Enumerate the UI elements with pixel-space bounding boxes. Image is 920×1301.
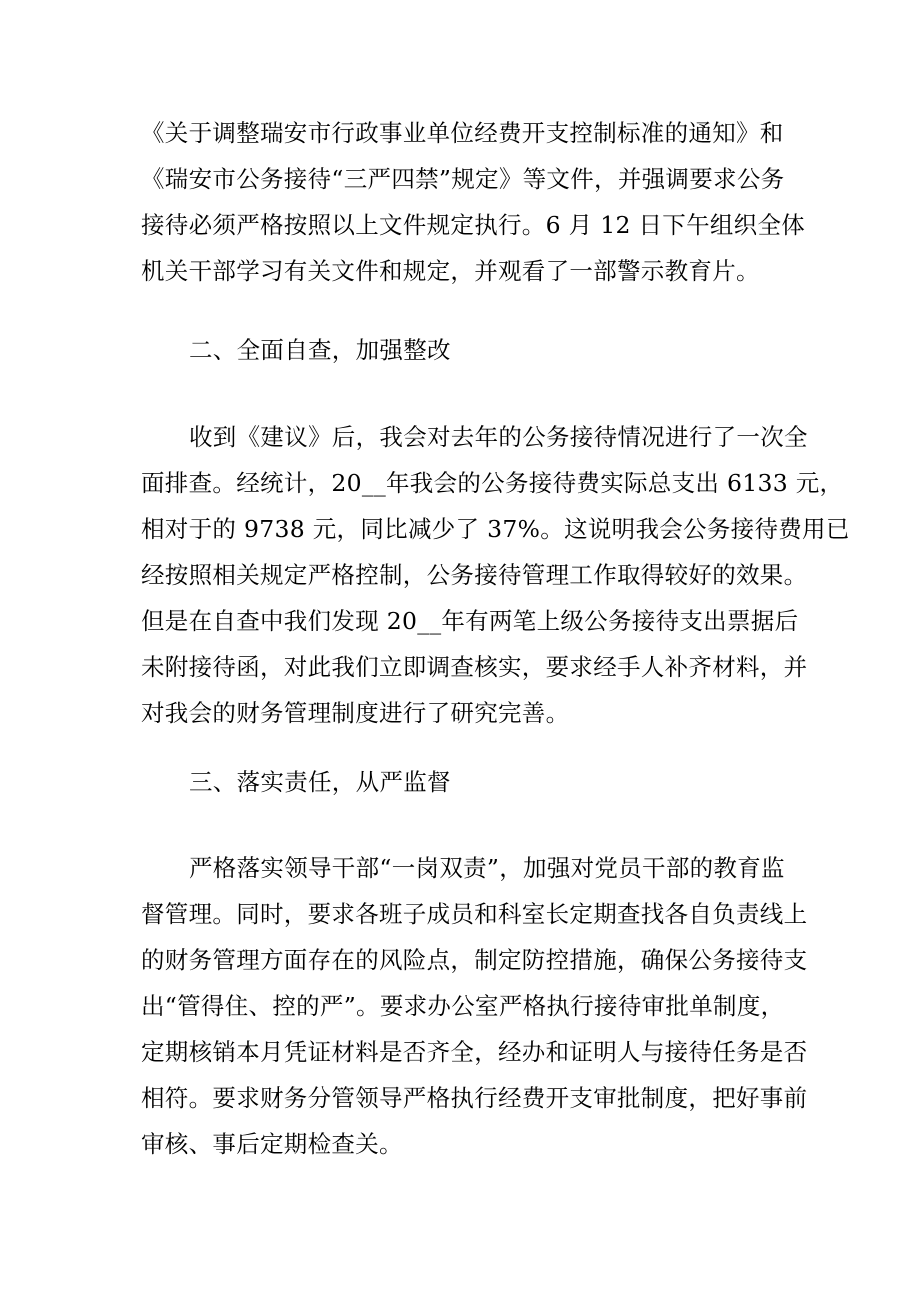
intro-line-2: 《瑞安市公务接待“三严四禁”规定》等文件，并强调要求公务: [141, 165, 785, 193]
section-two-heading: 二、全面自查，加强整改: [189, 336, 451, 364]
section-three-line-1: 严格落实领导干部“一岗双责”，加强对党员干部的教育监: [189, 854, 785, 882]
section-three-line-6: 相符。要求财务分管领导严格执行经费开支审批制度，把好事前: [141, 1084, 808, 1112]
section-three-line-7: 审核、事后定期检查关。: [141, 1130, 403, 1158]
section-three-line-2: 督管理。同时，要求各班子成员和科室长定期查找各自负责线上: [141, 900, 808, 928]
section-two-line-3: 相对于的 9738 元，同比减少了 37%。这说明我会公务接待费用已: [141, 515, 850, 543]
intro-line-1: 《关于调整瑞安市行政事业单位经费开支控制标准的通知》和: [141, 119, 784, 147]
section-two-line-1: 收到《建议》后，我会对去年的公务接待情况进行了一次全: [189, 423, 808, 451]
intro-line-4: 机关干部学习有关文件和规定，并观看了一部警示教育片。: [141, 257, 760, 285]
intro-line-3: 接待必须严格按照以上文件规定执行。6 月 12 日下午组织全体: [141, 211, 806, 239]
section-two-line-6: 未附接待函，对此我们立即调查核实，要求经手人补齐材料，并: [141, 653, 808, 681]
section-three-line-5: 定期核销本月凭证材料是否齐全，经办和证明人与接待任务是否: [141, 1038, 808, 1066]
section-two-line-5: 但是在自查中我们发现 20__年有两笔上级公务接待支出票据后: [141, 607, 799, 635]
section-three-heading: 三、落实责任，从严监督: [189, 768, 451, 796]
section-three-line-4: 出“管得住、控的严”。要求办公室严格执行接待审批单制度，: [141, 992, 785, 1020]
section-two-line-4: 经按照相关规定严格控制，公务接待管理工作取得较好的效果。: [141, 561, 808, 589]
section-three-line-3: 的财务管理方面存在的风险点，制定防控措施，确保公务接待支: [141, 946, 808, 974]
section-two-line-2: 面排查。经统计，20__年我会的公务接待费实际总支出 6133 元，: [141, 469, 844, 497]
section-two-line-7: 对我会的财务管理制度进行了研究完善。: [141, 699, 570, 727]
